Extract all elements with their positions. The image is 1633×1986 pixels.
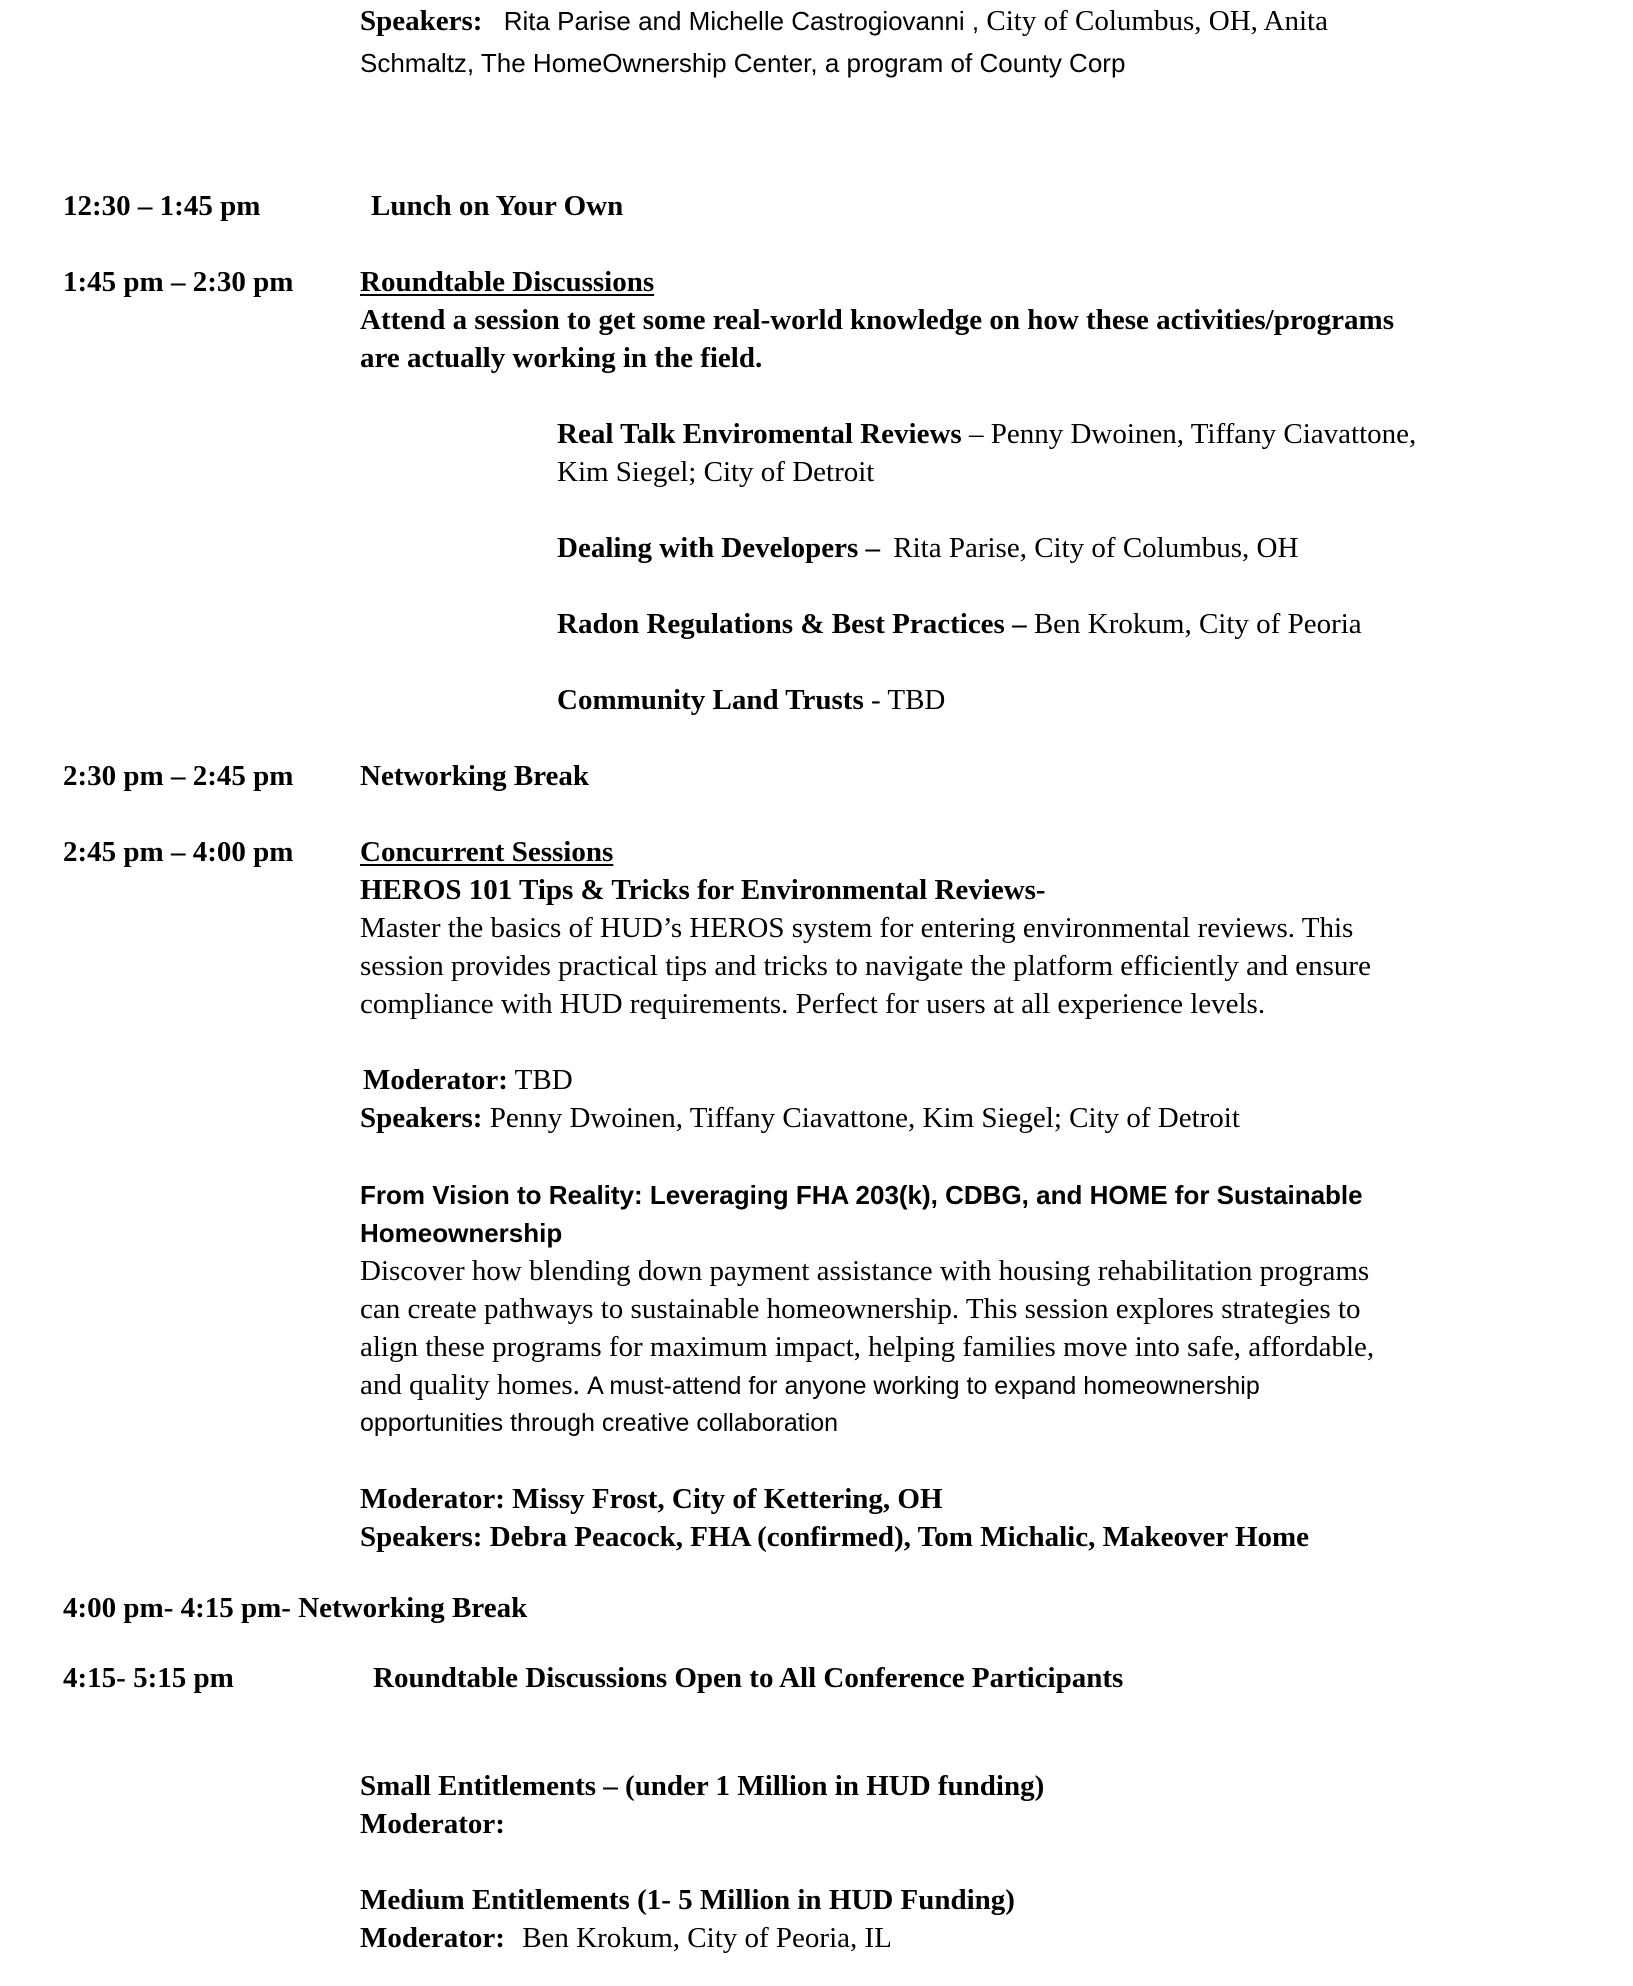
roundtable1-item-title: Dealing with Developers –: [557, 532, 880, 564]
roundtable1-time: 1:45 pm – 2:30 pm: [63, 266, 294, 298]
roundtable1-desc-line1: Attend a session to get some real-world knowledge on how these activities/programs: [360, 304, 1394, 336]
roundtable1-item-speakers: - TBD: [863, 684, 946, 716]
heros-moderator-name: TBD: [514, 1064, 573, 1096]
roundtable1-item-radon: [557, 605, 1362, 643]
heros-speakers-names: Penny Dwoinen, Tiffany Ciavattone, Kim Siegel; City of Detroit: [489, 1102, 1240, 1134]
vision-desc-line2: can create pathways to sustainable homeownership. This session explores strategies to: [360, 1293, 1361, 1325]
vision-moderator: Moderator: Missy Frost, City of Kettering, OH: [360, 1483, 943, 1515]
vision-title-line2: Homeownership: [360, 1218, 563, 1248]
vision-desc-line4b: A must-attend for anyone working to expand homeownership: [587, 1372, 1260, 1400]
heros-title: HEROS 101 Tips & Tricks for Environmental Reviews-: [360, 874, 1046, 906]
roundtable1-item-env: Real Talk Enviromental Reviews – Penny Dwoinen, Tiffany Ciavattone,: [557, 418, 1417, 450]
concurrent-time: 2:45 pm – 4:00 pm: [63, 836, 294, 868]
concurrent-title: Concurrent Sessions: [360, 836, 614, 868]
break1-time: 2:30 pm – 2:45 pm: [63, 760, 294, 792]
intro-speakers-line1: [360, 2, 1328, 40]
lunch-title: Lunch on Your Own: [371, 190, 624, 222]
heros-desc-line1: Master the basics of HUD’s HEROS system for entering environmental reviews. This: [360, 912, 1354, 944]
roundtable1-title: Roundtable Discussions: [360, 266, 655, 298]
roundtable2-time: 4:15- 5:15 pm: [63, 1662, 234, 1694]
vision-desc-line5: opportunities through creative collaboration: [360, 1409, 839, 1437]
heros-moderator-label: Moderator:: [363, 1064, 508, 1096]
heros-speakers: [360, 1099, 1240, 1137]
intro-speakers-names: Rita Parise and Michelle Castrogiovanni ,: [503, 6, 980, 36]
medium-entitlements-moderator: [360, 1919, 892, 1957]
roundtable1-item-landtrusts: [557, 681, 945, 719]
lunch-time: 12:30 – 1:45 pm: [63, 190, 261, 222]
roundtable1-item-developers: [557, 529, 1298, 567]
break1-title: Networking Break: [360, 760, 590, 792]
break2-line: 4:00 pm- 4:15 pm- Networking Break: [63, 1592, 528, 1624]
vision-speakers: Speakers: Debra Peacock, FHA (confirmed), Tom Michalic, Makeover Home: [360, 1521, 1310, 1553]
intro-speakers-line2: Schmaltz, The HomeOwnership Center, a program of County Corp: [360, 48, 1126, 78]
medium-entitlements-title: Medium Entitlements (1- 5 Million in HUD Funding): [360, 1884, 1015, 1916]
roundtable1-desc-line2: are actually working in the field.: [360, 342, 763, 374]
small-entitlements-moderator: Moderator:: [360, 1808, 505, 1840]
roundtable1-item-title: Community Land Trusts: [557, 684, 864, 716]
vision-desc-line1: Discover how blending down payment assistance with housing rehabilitation programs: [360, 1255, 1370, 1287]
vision-title-line1: From Vision to Reality: Leveraging FHA 203(k), CDBG, and HOME for Sustainable: [360, 1180, 1363, 1210]
heros-speakers-label: Speakers:: [360, 1102, 483, 1134]
heros-desc-line2: session provides practical tips and tricks to navigate the platform efficiently and ensure: [360, 950, 1371, 982]
roundtable2-title: Roundtable Discussions Open to All Conference Participants: [373, 1662, 1124, 1694]
heros-desc-line3: compliance with HUD requirements. Perfect for users at all experience levels.: [360, 988, 1266, 1020]
roundtable1-item-speakers: Penny Dwoinen, Tiffany Ciavattone,: [990, 418, 1417, 450]
vision-desc-line3: align these programs for maximum impact, helping families move into safe, affordable,: [360, 1331, 1375, 1363]
roundtable1-item-speakers: Ben Krokum, City of Peoria: [1033, 608, 1362, 640]
intro-speakers-label: Speakers:: [360, 5, 483, 37]
intro-speakers-org: City of Columbus, OH, Anita: [986, 5, 1328, 37]
vision-desc-line4a: and quality homes.: [360, 1369, 580, 1401]
medium-moderator-name: Ben Krokum, City of Peoria, IL: [522, 1922, 892, 1954]
roundtable1-item-title: Radon Regulations & Best Practices –: [557, 608, 1027, 640]
roundtable1-item-title: Real Talk Enviromental Reviews: [557, 418, 962, 450]
roundtable1-item-env-line2: Kim Siegel; City of Detroit: [557, 456, 875, 488]
roundtable1-item-speakers: Rita Parise, City of Columbus, OH: [893, 532, 1299, 564]
small-entitlements-title: Small Entitlements – (under 1 Million in HUD funding): [360, 1770, 1045, 1802]
vision-desc-line4: [360, 1366, 1260, 1405]
heros-moderator: [363, 1061, 573, 1099]
medium-moderator-label: Moderator:: [360, 1922, 505, 1954]
